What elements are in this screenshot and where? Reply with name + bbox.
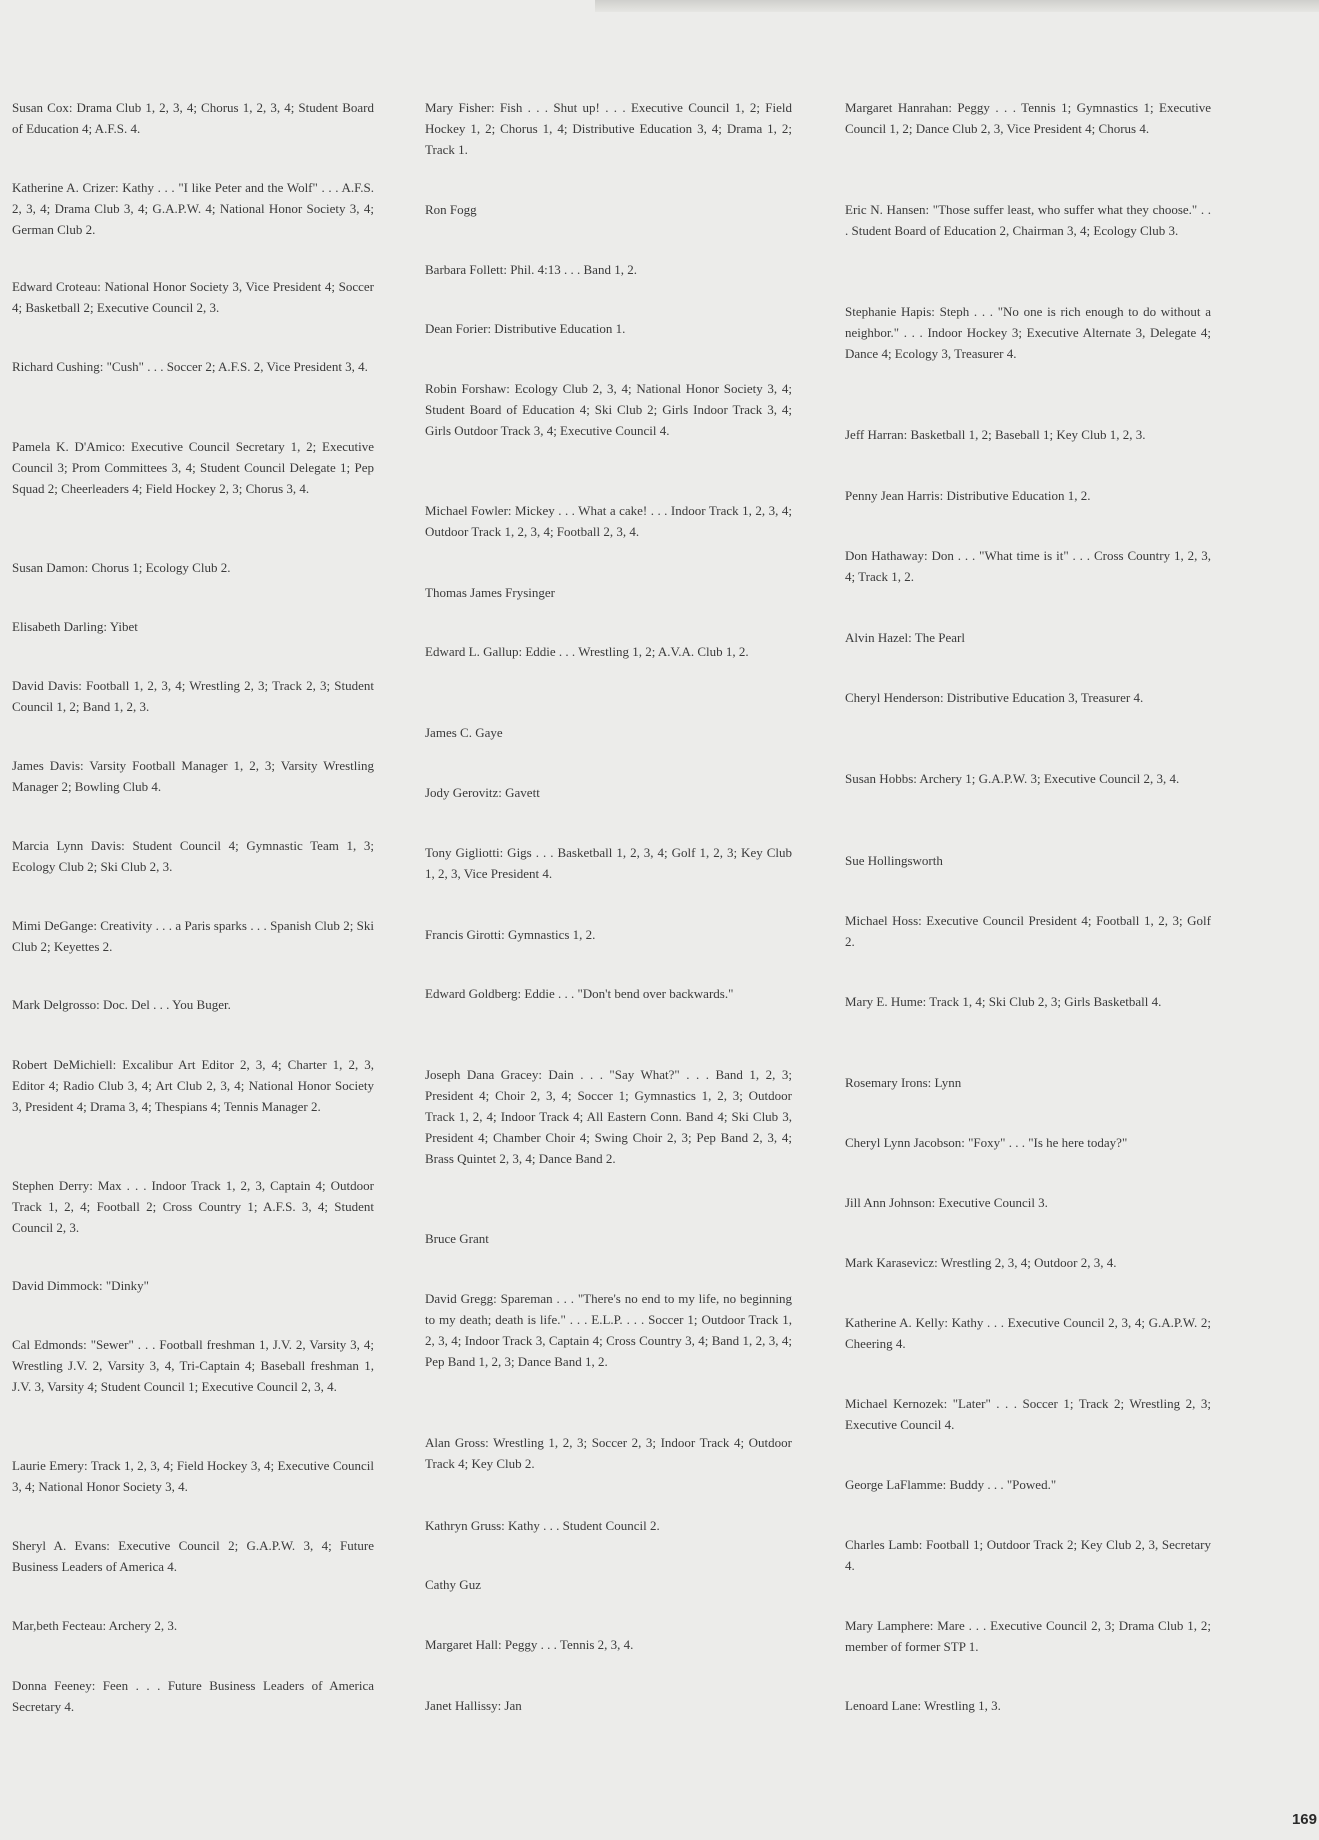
entry-mary-lamphere: Mary Lamphere: Mare . . . Executive Council 2, 3; Drama Club 1, 2; member of former STP 1.: [845, 1618, 1211, 1654]
entry-elisabeth-darling: Elisabeth Darling: Yibet: [12, 619, 138, 634]
entry-sheryl-evans: Sheryl A. Evans: Executive Council 2; G.A.P.W. 3, 4; Future Business Leaders of America 4.: [12, 1538, 374, 1574]
entry-don-hathaway: Don Hathaway: Don . . . "What time is it" . . . Cross Country 1, 2, 3, 4; Track 1, 2.: [845, 548, 1211, 584]
entry-edward-gallup: Edward L. Gallup: Eddie . . . Wrestling 1, 2; A.V.A. Club 1, 2.: [425, 644, 749, 659]
entry-margaret-hall: Margaret Hall: Peggy . . . Tennis 2, 3, 4.: [425, 1637, 634, 1652]
entry-jody-gerovitz: Jody Gerovitz: Gavett: [425, 785, 540, 800]
page-edge-shadow: [595, 0, 1319, 12]
entry-susan-damon: Susan Damon: Chorus 1; Ecology Club 2.: [12, 560, 231, 575]
entry-cal-edmonds: Cal Edmonds: "Sewer" . . . Football freshman 1, J.V. 2, Varsity 3, 4; Wrestling J.V. 2, Varsity 3, 4, Tri-Captain 4; Baseball freshman 1, J.V. 3, Varsity 4; Student Council 1; Executive Council 2, 3, 4.: [12, 1337, 374, 1394]
entry-robert-demichiell: Robert DeMichiell: Excalibur Art Editor 2, 3, 4; Charter 1, 2, 3, Editor 4; Radio Club 3, 4; Art Club 2, 3, 4; National Honor Society 3, President 4; Drama 3, 4; Thespians 4; Tennis Manager 2.: [12, 1057, 374, 1114]
entry-sue-hollingsworth: Sue Hollingsworth: [845, 853, 943, 868]
entry-mark-delgrosso: Mark Delgrosso: Doc. Del . . . You Buger.: [12, 997, 231, 1012]
entry-michael-fowler: Michael Fowler: Mickey . . . What a cake! . . . Indoor Track 1, 2, 3, 4; Outdoor Track 1, 2, 3, 4; Football 2, 3, 4.: [425, 503, 792, 539]
entry-david-gregg: David Gregg: Spareman . . . "There's no end to my life, no beginning to my death; death is life." . . . E.L.P. . . . Soccer 1; Outdoor Track 1, 2, 3, 4; Indoor Track 3, Captain 4; Cross Country 3, 4; Band 1, 2, 3, 4; Pep Band 1, 2, 3; Dance Band 1, 2.: [425, 1291, 792, 1369]
entry-francis-girotti: Francis Girotti: Gymnastics 1, 2.: [425, 927, 596, 942]
entry-eric-hansen: Eric N. Hansen: "Those suffer least, who suffer what they choose." . . . Student Board of Education 2, Chairman 3, 4; Ecology Club 3.: [845, 202, 1211, 238]
entry-edward-croteau: Edward Croteau: National Honor Society 3, Vice President 4; Soccer 4; Basketball 2; Executive Council 2, 3.: [12, 279, 374, 315]
entry-susan-cox: Susan Cox: Drama Club 1, 2, 3, 4; Chorus 1, 2, 3, 4; Student Board of Education 4; A.F.S. 4.: [12, 100, 374, 136]
entry-marcia-davis: Marcia Lynn Davis: Student Council 4; Gymnastic Team 1, 3; Ecology Club 2; Ski Club 2, 3.: [12, 838, 374, 874]
entry-alan-gross: Alan Gross: Wrestling 1, 2, 3; Soccer 2, 3; Indoor Track 4; Outdoor Track 4; Key Club 2.: [425, 1435, 792, 1471]
entry-dean-forier: Dean Forier: Distributive Education 1.: [425, 321, 626, 336]
entry-robin-forshaw: Robin Forshaw: Ecology Club 2, 3, 4; National Honor Society 3, 4; Student Board of Education 4; Ski Club 2; Girls Indoor Track 3, 4; Girls Outdoor Track 3, 4; Executive Council 4.: [425, 381, 792, 438]
entry-donna-feeney: Donna Feeney: Feen . . . Future Business Leaders of America Secretary 4.: [12, 1678, 374, 1714]
entry-mimi-degange: Mimi DeGange: Creativity . . . a Paris sparks . . . Spanish Club 2; Ski Club 2; Keyettes 2.: [12, 918, 374, 954]
entry-lenoard-lane: Lenoard Lane: Wrestling 1, 3.: [845, 1698, 1001, 1713]
entry-ron-fogg: Ron Fogg: [425, 202, 477, 217]
entry-stephen-derry: Stephen Derry: Max . . . Indoor Track 1, 2, 3, Captain 4; Outdoor Track 1, 2, 4; Football 2; Cross Country 1; A.F.S. 3, 4; Student Council 2, 3.: [12, 1178, 374, 1235]
entry-rosemary-irons: Rosemary Irons: Lynn: [845, 1075, 962, 1090]
entry-bruce-grant: Bruce Grant: [425, 1231, 489, 1246]
entry-cheryl-jacobson: Cheryl Lynn Jacobson: "Foxy" . . . "Is he here today?": [845, 1135, 1128, 1150]
entry-marbeth-fecteau: Mar,beth Fecteau: Archery 2, 3.: [12, 1618, 178, 1633]
entry-katherine-crizer: Katherine A. Crizer: Kathy . . . "I like Peter and the Wolf" . . . A.F.S. 2, 3, 4; Drama Club 3, 4; G.A.P.W. 4; National Honor Society 3, 4; German Club 2.: [12, 180, 374, 237]
entry-david-davis: David Davis: Football 1, 2, 3, 4; Wrestling 2, 3; Track 2, 3; Student Council 1, 2; Band 1, 2, 3.: [12, 678, 374, 714]
entry-james-davis: James Davis: Varsity Football Manager 1, 2, 3; Varsity Wrestling Manager 2; Bowling Club 4.: [12, 758, 374, 794]
entry-tony-gigliotti: Tony Gigliotti: Gigs . . . Basketball 1, 2, 3, 4; Golf 1, 2, 3; Key Club 1, 2, 3, Vice President 4.: [425, 845, 792, 881]
entry-katherine-kelly: Katherine A. Kelly: Kathy . . . Executive Council 2, 3, 4; G.A.P.W. 2; Cheering 4.: [845, 1315, 1211, 1351]
entry-jill-johnson: Jill Ann Johnson: Executive Council 3.: [845, 1195, 1048, 1210]
entry-jeff-harran: Jeff Harran: Basketball 1, 2; Baseball 1; Key Club 1, 2, 3.: [845, 427, 1146, 442]
entry-mary-fisher: Mary Fisher: Fish . . . Shut up! . . . Executive Council 1, 2; Field Hockey 1, 2; Chorus 1, 4; Distributive Education 3, 4; Drama 1, 2; Track 1.: [425, 100, 792, 157]
entry-george-laflamme: George LaFlamme: Buddy . . . "Powed.": [845, 1477, 1057, 1492]
entry-cathy-guz: Cathy Guz: [425, 1577, 481, 1592]
entry-michael-kernozek: Michael Kernozek: "Later" . . . Soccer 1; Track 2; Wrestling 2, 3; Executive Council 4.: [845, 1396, 1211, 1432]
entry-mary-hume: Mary E. Hume: Track 1, 4; Ski Club 2, 3; Girls Basketball 4.: [845, 994, 1162, 1009]
entry-joseph-gracey: Joseph Dana Gracey: Dain . . . "Say What?" . . . Band 1, 2, 3; President 4; Choir 2, 3, 4; Soccer 1; Gymnastics 1, 2, 3; Outdoor Track 1, 2, 4; Indoor Track 4; All Eastern Conn. Band 4; Ski Club 3, President 4; Chamber Choir 4; Swing Choir 2, 3; Pep Band 2, 3, 4; Brass Quintet 2, 3, 4; Dance Band 2.: [425, 1067, 792, 1166]
entry-charles-lamb: Charles Lamb: Football 1; Outdoor Track 2; Key Club 2, 3, Secretary 4.: [845, 1537, 1211, 1573]
entry-cheryl-henderson: Cheryl Henderson: Distributive Education 3, Treasurer 4.: [845, 690, 1144, 705]
entry-laurie-emery: Laurie Emery: Track 1, 2, 3, 4; Field Hockey 3, 4; Executive Council 3, 4; National Honor Society 3, 4.: [12, 1458, 374, 1494]
entry-susan-hobbs: Susan Hobbs: Archery 1; G.A.P.W. 3; Executive Council 2, 3, 4.: [845, 771, 1180, 786]
entry-richard-cushing: Richard Cushing: "Cush" . . . Soccer 2; A.F.S. 2, Vice President 3, 4.: [12, 359, 368, 374]
page-number: 169: [1291, 1811, 1317, 1828]
entry-stephanie-hapis: Stephanie Hapis: Steph . . . "No one is rich enough to do without a neighbor." . . . Indoor Hockey 3; Executive Alternate 3, Delegate 4; Dance 4; Ecology 3, Treasurer 4.: [845, 304, 1211, 361]
entry-alvin-hazel: Alvin Hazel: The Pearl: [845, 630, 965, 645]
entry-kathryn-gruss: Kathryn Gruss: Kathy . . . Student Council 2.: [425, 1518, 660, 1533]
entry-james-gaye: James C. Gaye: [425, 725, 503, 740]
entry-barbara-follett: Barbara Follett: Phil. 4:13 . . . Band 1, 2.: [425, 262, 637, 277]
entry-margaret-hanrahan: Margaret Hanrahan: Peggy . . . Tennis 1; Gymnastics 1; Executive Council 1, 2; Dance Club 2, 3, Vice President 4; Chorus 4.: [845, 100, 1211, 136]
entry-pamela-damico: Pamela K. D'Amico: Executive Council Secretary 1, 2; Executive Council 3; Prom Committees 3, 4; Student Council Delegate 1; Pep Squad 2; Cheerleaders 4; Field Hockey 2, 3; Chorus 3, 4.: [12, 439, 374, 496]
entry-mark-karasevicz: Mark Karasevicz: Wrestling 2, 3, 4; Outdoor 2, 3, 4.: [845, 1255, 1117, 1270]
entry-janet-hallissy: Janet Hallissy: Jan: [425, 1698, 522, 1713]
entry-david-dimmock: David Dimmock: "Dinky": [12, 1278, 149, 1293]
entry-penny-harris: Penny Jean Harris: Distributive Education 1, 2.: [845, 488, 1091, 503]
entry-michael-hoss: Michael Hoss: Executive Council President 4; Football 1, 2, 3; Golf 2.: [845, 913, 1211, 949]
entry-edward-goldberg: Edward Goldberg: Eddie . . . "Don't bend over backwards.": [425, 986, 734, 1001]
entry-thomas-frysinger: Thomas James Frysinger: [425, 585, 555, 600]
